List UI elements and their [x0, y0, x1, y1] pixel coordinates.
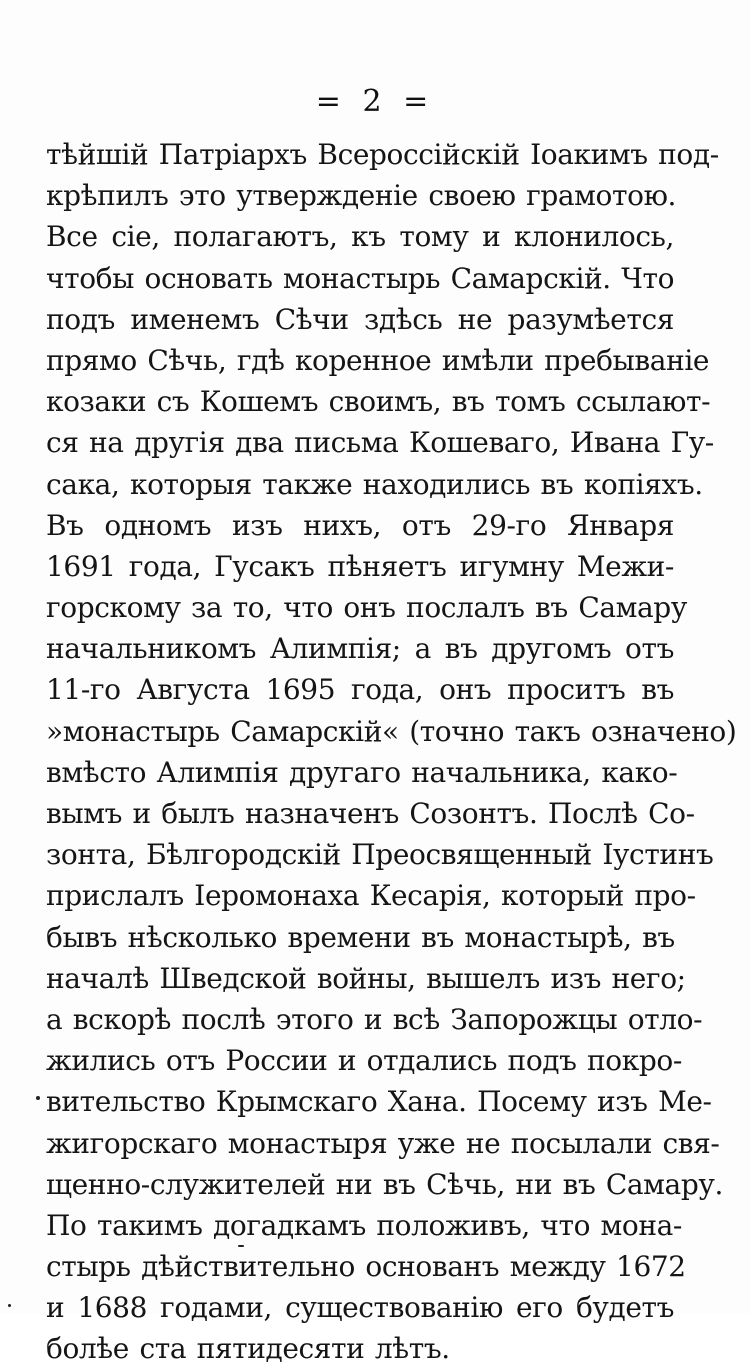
text-line: зонта, Бѣлгородскій Преосвященный Іустинъ	[46, 838, 714, 872]
text-line: а вскорѣ послѣ этого и всѣ Запорожцы отло-	[46, 1002, 703, 1036]
text-line: болѣе ста пятидесяти лѣтъ.	[46, 1332, 450, 1366]
ink-speck	[8, 1304, 11, 1307]
text-line: стырь дѣйствительно основанъ между 1672	[46, 1250, 686, 1284]
text-line: и 1688 годами, существованію его будетъ	[46, 1291, 674, 1325]
text-line: начальникомъ Алимпія; а въ другомъ отъ	[46, 632, 674, 666]
text-line: тѣйшій Патріархъ Всероссійскій Іоакимъ под-	[46, 138, 719, 171]
body-text	[46, 134, 737, 1366]
ink-speck	[36, 1096, 40, 1100]
text-line: вительство Крымскаго Хана. Посему изъ Ме-	[46, 1085, 712, 1119]
text-line: 1691 года, Гусакъ пѣняетъ игумну Межи-	[46, 549, 674, 583]
text-line: »монастырь Самарскій« (точно такъ означено)	[46, 714, 737, 748]
text-line: 11-го Августа 1695 года, онъ проситъ въ	[46, 673, 674, 707]
text-line: крѣпилъ это утвержденіе своею грамотою.	[46, 179, 677, 213]
text-line: Все сіе, полагаютъ, къ тому и клонилось,	[46, 220, 674, 254]
text-line: жились отъ России и отдались подъ покро-	[46, 1044, 682, 1078]
text-line: вмѣсто Алимпія другаго начальника, како-	[46, 755, 678, 789]
text-line: бывъ нѣсколько времени въ монастырѣ, въ	[46, 920, 675, 954]
text-line: козаки съ Кошемъ своимъ, въ томъ ссылают-	[46, 385, 711, 419]
page-number: = 2 =	[315, 84, 435, 119]
ink-speck	[238, 1245, 244, 1247]
text-line: ся на другія два письма Кошеваго, Ивана Гу-	[46, 426, 714, 460]
text-line: горскому за то, что онъ послалъ въ Самару	[46, 591, 687, 625]
text-line: жигорскаго монастыря уже не посылали свя-	[46, 1126, 720, 1160]
text-line: чтобы основать монастырь Самарскій. Что	[46, 261, 675, 295]
text-line: прямо Сѣчь, гдѣ коренное имѣли пребываніе	[46, 343, 710, 377]
text-line: сака, которыя также находились въ копіяхъ.	[46, 467, 703, 501]
text-line: щенно-служителей ни въ Сѣчь, ни въ Самару.	[46, 1167, 723, 1201]
text-line: По такимъ догадкамъ положивъ, что мона-	[46, 1208, 682, 1242]
text-line: подъ именемъ Сѣчи здѣсь не разумѣется	[46, 302, 674, 336]
text-line: вымъ и былъ назначенъ Созонтъ. Послѣ Со-	[46, 797, 695, 830]
text-line: началѣ Шведской войны, вышелъ изъ него;	[46, 961, 686, 995]
text-line: прислалъ Іеромонаха Кесарія, который про-	[46, 879, 696, 913]
text-line: Въ одномъ изъ нихъ, отъ 29-го Января	[46, 508, 674, 542]
